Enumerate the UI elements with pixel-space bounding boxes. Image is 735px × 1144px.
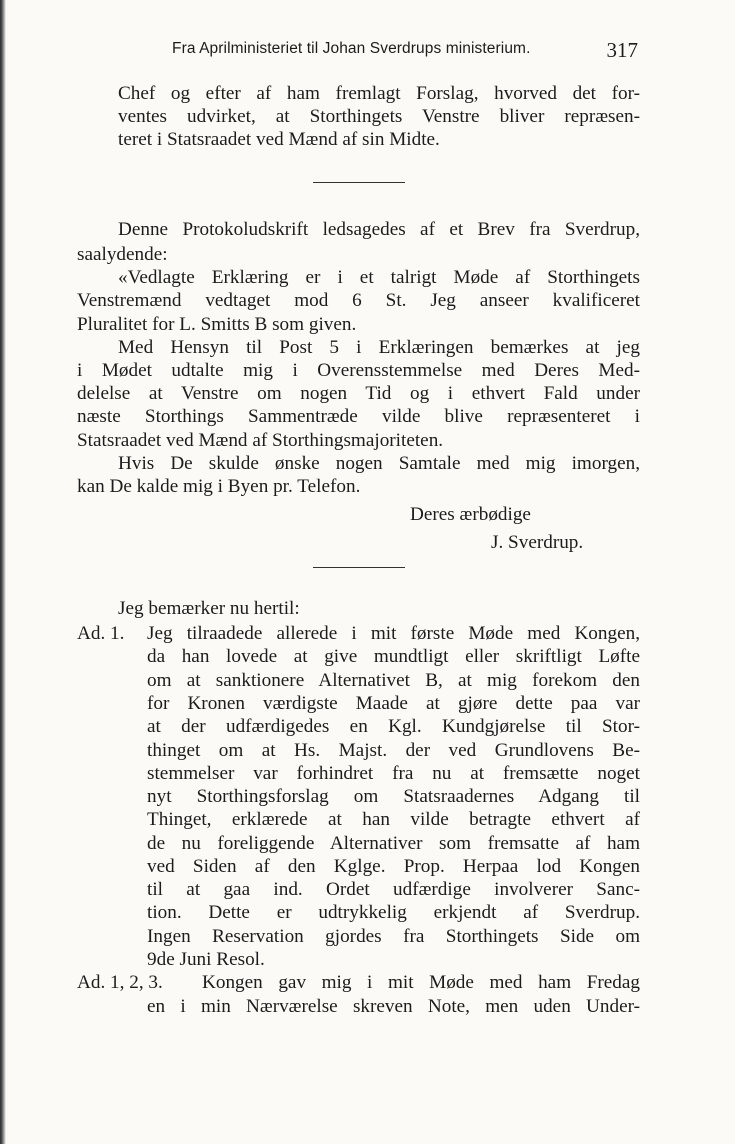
remark-ad123-line-1: Kongen gav mig i mit Møde med ham Fredag bbox=[202, 972, 640, 993]
remark-ad1-label: Ad. 1. bbox=[77, 623, 125, 644]
remark-ad123-line-2: en i min Nærværelse skreven Note, men uden Under- bbox=[147, 996, 640, 1017]
letter-line-3: Pluralitet for L. Smitts B som given. bbox=[77, 314, 357, 335]
remark-ad1-line-11: ved Siden af den Kglge. Prop. Herpaa lod Kongen bbox=[147, 856, 640, 877]
letter-line-1: «Vedlagte Erklæring er i et talrigt Møde af Storthingets bbox=[118, 267, 640, 288]
intro-line-3: teret i Statsraadet ved Mænd af sin Midte. bbox=[118, 129, 440, 150]
remark-ad1-line-10: de nu foreliggende Alternativer som fremsatte af ham bbox=[147, 833, 640, 854]
remark-ad1-line-12: til at gaa ind. Ordet udfærdige involverer Sanc- bbox=[147, 879, 640, 900]
letter-line-9: Hvis De skulde ønske nogen Samtale med mig imorgen, bbox=[118, 453, 640, 474]
letter-line-7: næste Storthings Sammentræde vilde blive repræsenteret i bbox=[77, 406, 640, 427]
letter-line-10: kan De kalde mig i Byen pr. Telefon. bbox=[77, 476, 361, 497]
page-header bbox=[172, 38, 638, 68]
page-binding-edge bbox=[0, 0, 6, 1144]
letter-closing: Deres ærbødige bbox=[410, 504, 531, 525]
letter-line-6: delelse at Venstre om nogen Tid og i ethvert Fald under bbox=[77, 383, 640, 404]
page-number: 317 bbox=[606, 38, 638, 62]
remark-ad1-line-14: Ingen Reservation gjordes fra Storthingets Side om bbox=[147, 926, 640, 947]
remark-ad1-line-9: Thinget, erklærede at han vilde betragte ethvert af bbox=[147, 809, 640, 830]
letter-intro-line-2: saalydende: bbox=[77, 244, 168, 265]
remark-ad1-line-7: stemmelser var forhindret fra nu at fremsætte noget bbox=[147, 763, 640, 784]
intro-line-2: ventes udvirket, at Storthingets Venstre bliver repræsen- bbox=[118, 106, 640, 127]
running-head: Fra Aprilministeriet til Johan Sverdrups ministerium. bbox=[172, 40, 531, 57]
section-divider-2 bbox=[313, 567, 405, 568]
remark-ad1-line-15: 9de Juni Resol. bbox=[147, 949, 265, 970]
letter-line-2: Venstremænd vedtaget mod 6 St. Jeg anseer kvalificeret bbox=[77, 290, 640, 311]
remark-ad1-line-8: nyt Storthingsforslag om Statsraadernes Adgang til bbox=[147, 786, 640, 807]
letter-signature: J. Sverdrup. bbox=[491, 532, 584, 553]
remark-ad1-line-1: Jeg tilraadede allerede i mit første Møde med Kongen, bbox=[147, 623, 640, 644]
remark-ad1-line-2: da han lovede at give mundtligt eller skriftligt Løfte bbox=[147, 646, 640, 667]
remark-ad1-line-13: tion. Dette er udtrykkelig erkjendt af Sverdrup. bbox=[147, 902, 640, 923]
intro-line-1: Chef og efter af ham fremlagt Forslag, hvorved det for- bbox=[118, 83, 640, 104]
remark-ad1-line-6: thinget om at Hs. Majst. der ved Grundlovens Be- bbox=[147, 740, 640, 761]
letter-line-8: Statsraadet ved Mænd af Storthingsmajoriteten. bbox=[77, 430, 444, 451]
letter-line-5: i Mødet udtalte mig i Overensstemmelse med Deres Med- bbox=[77, 360, 640, 381]
remark-ad1-line-5: at der udfærdigedes en Kgl. Kundgjørelse til Stor- bbox=[147, 716, 640, 737]
section-divider-1 bbox=[313, 182, 405, 183]
remarks-intro: Jeg bemærker nu hertil: bbox=[118, 598, 300, 619]
letter-line-4: Med Hensyn til Post 5 i Erklæringen bemærkes at jeg bbox=[118, 337, 640, 358]
letter-intro-line-1: Denne Protokoludskrift ledsagedes af et Brev fra Sverdrup, bbox=[118, 219, 640, 240]
remark-ad1-line-4: for Kronen værdigste Maade at gjøre dette paa var bbox=[147, 693, 640, 714]
remark-ad123-label: Ad. 1, 2, 3. bbox=[77, 972, 163, 993]
remark-ad1-line-3: om at sanktionere Alternativet B, at mig forekom den bbox=[147, 670, 640, 691]
